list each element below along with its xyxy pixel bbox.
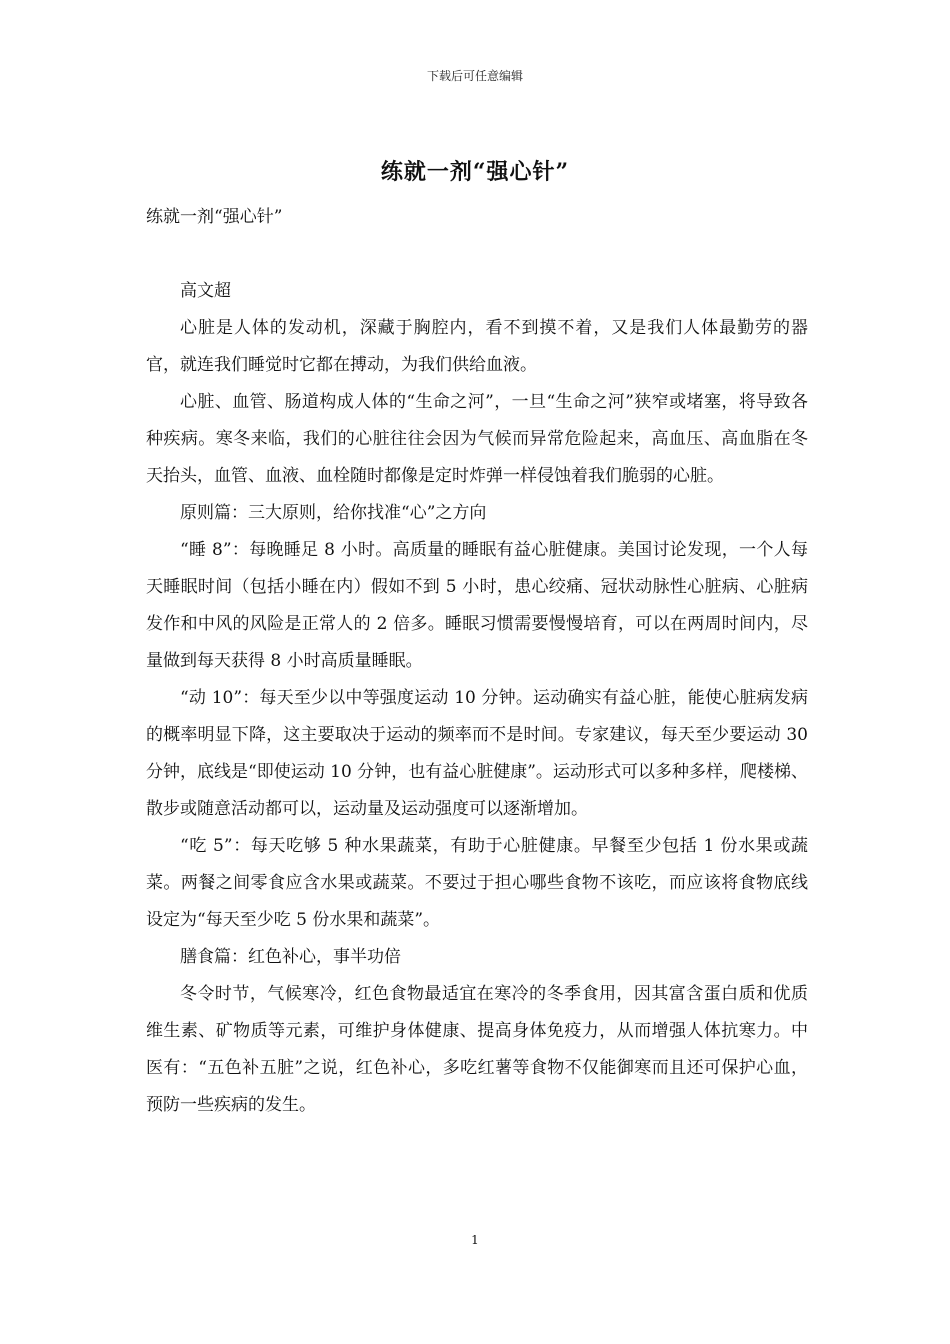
paragraph-eat-5: “吃 5”：每天吃够 5 种水果蔬菜，有助于心脏健康。早餐至少包括 1 份水果或蔬菜。两餐之间零食应含水果或蔬菜。不要过于担心哪些食物不该吃，而应该将食物底线设定为“每天至少吃 5 份水果和蔬菜”。 (146, 836, 808, 930)
author-name: 高文超 (180, 281, 231, 301)
blank-line (146, 236, 808, 273)
document-body (146, 199, 808, 1124)
paragraph-intro: 心脏是人体的发动机，深藏于胸腔内，看不到摸不着，又是我们人体最勤劳的器官，就连我们睡觉时它都在搏动，为我们供给血液。 (146, 318, 808, 375)
document-subtitle: 练就一剂“强心针” (146, 207, 283, 227)
page-number: 1 (471, 1233, 479, 1247)
section-heading-diet: 膳食篇：红色补心，事半功倍 (180, 947, 401, 967)
paragraph-river-of-life: 心脏、血管、肠道构成人体的“生命之河”，一旦“生命之河”狭窄或堵塞，将导致各种疾病。寒冬来临，我们的心脏往往会因为气候而异常危险起来，高血压、高血脂在冬天抬头，血管、血液、血栓随时都像是定时炸弹一样侵蚀着我们脆弱的心脏。 (146, 392, 808, 486)
paragraph-sleep-8: “睡 8”：每晚睡足 8 小时。高质量的睡眠有益心脏健康。美国讨论发现，一个人每天睡眠时间（包括小睡在内）假如不到 5 小时，患心绞痛、冠状动脉性心脏病、心脏病发作和中风的风险是正常人的 2 倍多。睡眠习惯需要慢慢培育，可以在两周时间内，尽量做到每天获得 8 小时高质量睡眠。 (146, 540, 808, 671)
section-heading-principles: 原则篇：三大原则，给你找准“心”之方向 (180, 503, 487, 523)
header-note: 下载后可任意编辑 (426, 69, 523, 83)
paragraph-move-10: “动 10”：每天至少以中等强度运动 10 分钟。运动确实有益心脏，能使心脏病发病的概率明显下降，这主要取决于运动的频率而不是时间。专家建议，每天至少要运动 30 分钟，底线是“即使运动 10 分钟，也有益心脏健康”。运动形式可以多种多样，爬楼梯、散步或随意活动都可以，运动量及运动强度可以逐渐增加。 (146, 688, 808, 819)
document-title: 练就一剂“强心针” (380, 159, 570, 185)
paragraph-winter-red-food: 冬令时节，气候寒冷，红色食物最适宜在寒冷的冬季食用，因其富含蛋白质和优质维生素、矿物质等元素，可维护身体健康、提高身体免疫力，从而增强人体抗寒力。中医有：“五色补五脏”之说，红色补心，多吃红薯等食物不仅能御寒而且还可保护心血，预防一些疾病的发生。 (146, 984, 808, 1115)
